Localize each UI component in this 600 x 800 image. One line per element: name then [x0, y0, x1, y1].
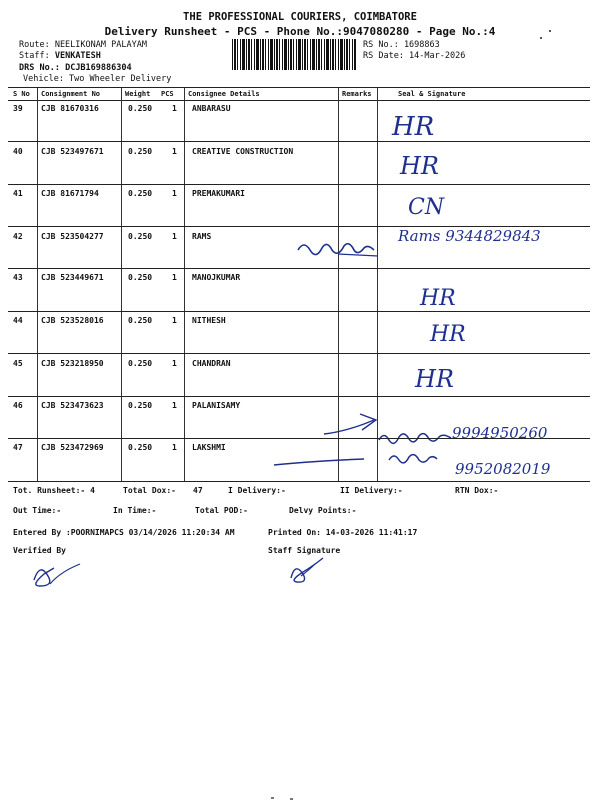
drs-number: DCJB169886304: [65, 63, 132, 73]
row-rule: [8, 438, 590, 439]
entered-by: Entered By :POORNIMAPCS 03/14/2026 11:20:34 AM: [13, 528, 235, 537]
rs-number: RS No.: 1698863: [363, 40, 440, 50]
cell-consignment: CJB 523473623: [41, 401, 104, 410]
col-divider: [121, 88, 122, 481]
handwritten-signature: HR: [420, 286, 456, 311]
scribble-mark: [377, 428, 453, 446]
handwritten-signature: 9952082019: [455, 460, 551, 478]
col-header-pcs: PCS: [161, 90, 174, 98]
col-header-remarks: Remarks: [342, 90, 372, 98]
cell-consignment: CJB 523504277: [41, 232, 104, 241]
company-name: THE PROFESSIONAL COURIERS, COIMBATORE: [183, 11, 417, 23]
cell-weight: 0.250: [128, 189, 153, 198]
cell-pcs: 1: [172, 232, 177, 241]
row-rule: [8, 141, 590, 142]
row-rule: [8, 311, 590, 312]
cell-consignment: CJB 523497671: [41, 147, 104, 156]
pen-stroke: [270, 455, 370, 469]
staff-signature-label: Staff Signature: [268, 546, 341, 555]
cell-sno: 42: [13, 232, 23, 241]
cell-sno: 43: [13, 273, 23, 282]
rs-date: RS Date: 14-Mar-2026: [363, 51, 466, 61]
scan-dot: [271, 797, 274, 799]
handwritten-signature: HR: [400, 152, 439, 180]
drs-label: DRS No.:: [19, 63, 60, 73]
cell-sno: 40: [13, 147, 23, 156]
row-rule: [8, 268, 590, 269]
cell-weight: 0.250: [128, 359, 153, 368]
col-divider: [184, 88, 185, 481]
total-dox-value: 47: [193, 486, 203, 495]
handwritten-signature: 9994950260: [452, 424, 548, 442]
col-header-sno: S No: [13, 90, 30, 98]
scribble-mark: [294, 238, 380, 260]
printed-on: Printed On: 14-03-2026 11:41:17: [268, 528, 418, 537]
staff-signature: [285, 552, 337, 586]
i-delivery: I Delivery:-: [228, 486, 286, 495]
cell-sno: 46: [13, 401, 23, 410]
col-divider: [37, 88, 38, 481]
rtn-dox: RTN Dox:-: [455, 486, 499, 495]
cell-consignee: CHANDRAN: [192, 359, 231, 368]
cell-sno: 39: [13, 104, 23, 113]
row-rule: [8, 396, 590, 397]
cell-consignee: NITHESH: [192, 316, 226, 325]
cell-weight: 0.250: [128, 401, 153, 410]
cell-consignment: CJB 523449671: [41, 273, 104, 282]
runsheet-title: Delivery Runsheet - PCS - Phone No.:9047080280 - Page No.:4: [104, 25, 496, 38]
col-header-weight: Weight: [125, 90, 151, 98]
handwritten-signature: CN: [408, 195, 445, 220]
cell-pcs: 1: [172, 316, 177, 325]
cell-pcs: 1: [172, 359, 177, 368]
cell-sno: 45: [13, 359, 23, 368]
verified-by-label: Verified By: [13, 546, 66, 555]
table-bottom-rule: [8, 481, 590, 482]
staff-row: [19, 51, 101, 61]
table-header-rule: [8, 100, 590, 101]
cell-consignee: ANBARASU: [192, 104, 231, 113]
staff-label: Staff:: [19, 51, 50, 61]
col-header-consignee: Consignee Details: [188, 90, 260, 98]
tot-runsheet: Tot. Runsheet:- 4: [13, 486, 95, 495]
drs-row: [19, 63, 132, 73]
handwritten-signature: Rams 9344829843: [398, 227, 541, 245]
cell-sno: 44: [13, 316, 23, 325]
cell-consignment: CJB 81670316: [41, 104, 99, 113]
cell-pcs: 1: [172, 443, 177, 452]
total-pod: Total POD:-: [195, 506, 248, 515]
cell-weight: 0.250: [128, 232, 153, 241]
cell-weight: 0.250: [128, 273, 153, 282]
cell-consignee: PALANISAMY: [192, 401, 241, 410]
barcode: [232, 39, 356, 70]
vehicle-text: Vehicle: Two Wheeler Delivery: [23, 74, 172, 84]
cell-consignee: RAMS: [192, 232, 212, 241]
cell-consignee: CREATIVE CONSTRUCTION: [192, 147, 294, 156]
route-text: Route: NEELIKONAM PALAYAM: [19, 40, 147, 50]
out-time: Out Time:-: [13, 506, 62, 515]
cell-pcs: 1: [172, 104, 177, 113]
handwritten-signature: HR: [430, 322, 466, 347]
delvy-points: Delvy Points:-: [289, 506, 357, 515]
handwritten-signature: HR: [415, 365, 454, 393]
cell-pcs: 1: [172, 147, 177, 156]
col-header-signature: Seal & Signature: [398, 90, 466, 98]
cell-weight: 0.250: [128, 147, 153, 156]
handwritten-signature: HR: [392, 112, 435, 142]
cell-consignment: CJB 523528016: [41, 316, 104, 325]
verifier-signature: [28, 556, 84, 592]
table-top-rule: [8, 87, 590, 88]
cell-weight: 0.250: [128, 104, 153, 113]
scan-dot: [549, 30, 551, 32]
cell-sno: 41: [13, 189, 23, 198]
row-rule: [8, 353, 590, 354]
cell-consignment: CJB 523218950: [41, 359, 104, 368]
cell-consignment: CJB 523472969: [41, 443, 104, 452]
cell-weight: 0.250: [128, 316, 153, 325]
cell-consignee: PREMAKUMARI: [192, 189, 245, 198]
cell-sno: 47: [13, 443, 23, 452]
cell-consignment: CJB 81671794: [41, 189, 99, 198]
in-time: In Time:-: [113, 506, 157, 515]
ii-delivery: II Delivery:-: [340, 486, 403, 495]
cell-consignee: LAKSHMI: [192, 443, 226, 452]
staff-name: VENKATESH: [54, 51, 101, 61]
row-rule: [8, 184, 590, 185]
total-dox-label: Total Dox:-: [123, 486, 176, 495]
scan-dot: [540, 37, 542, 39]
scribble-mark: [387, 450, 439, 466]
col-header-consignment: Consignment No: [41, 90, 101, 98]
cell-pcs: 1: [172, 401, 177, 410]
cell-consignee: MANOJKUMAR: [192, 273, 241, 282]
cell-pcs: 1: [172, 273, 177, 282]
cell-weight: 0.250: [128, 443, 153, 452]
arrow-icon: [320, 412, 382, 440]
cell-pcs: 1: [172, 189, 177, 198]
